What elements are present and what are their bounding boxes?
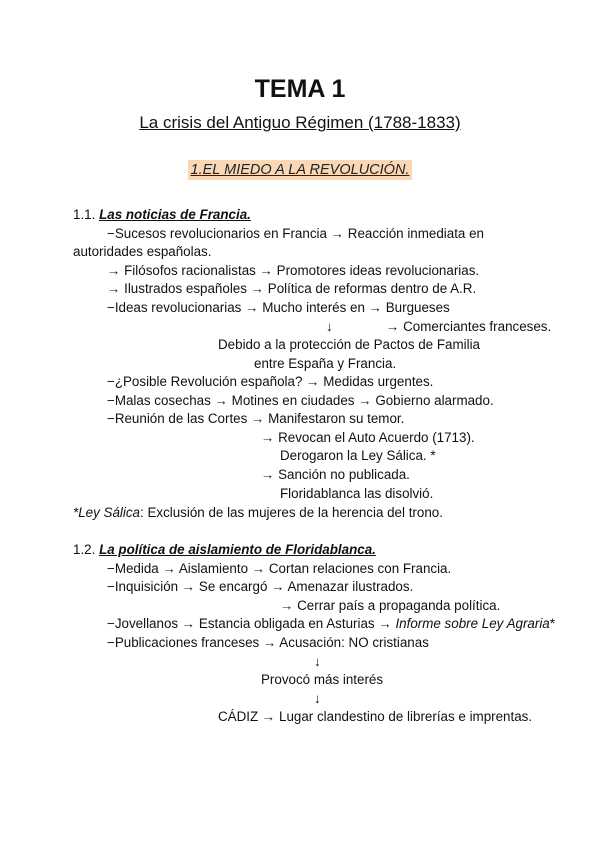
text-line: → Ilustrados españoles → Política de reformas dentro de A.R. xyxy=(107,281,477,296)
down-arrow: ↓ xyxy=(326,319,333,334)
text-line: → Revocan el Auto Acuerdo (1713). xyxy=(261,430,475,445)
subsection-title: La política de aislamiento de Floridablanca. xyxy=(99,542,376,557)
text-line: −Malas cosechas → Motines en ciudades → Gobierno alarmado. xyxy=(107,393,494,408)
text-line: −¿Posible Revolución española? → Medidas urgentes. xyxy=(107,374,434,389)
section-heading: 1.EL MIEDO A LA REVOLUCIÓN. xyxy=(188,160,413,180)
text-line: → Filósofos racionalistas → Promotores ideas revolucionarias. xyxy=(107,263,480,278)
text-line: −Medida → Aislamiento → Cortan relaciones con Francia. xyxy=(107,561,452,576)
book-title: Informe sobre Ley Agraria xyxy=(395,616,550,631)
subsection-number: 1.1. xyxy=(73,207,100,222)
asterisk: * xyxy=(549,616,555,631)
text-line: Floridablanca las disolvió. xyxy=(280,486,434,501)
document-subtitle: La crisis del Antiguo Régimen (1788-1833) xyxy=(139,113,461,132)
footnote-text: : Exclusión de las mujeres de la herencia del trono. xyxy=(140,505,443,520)
text-line: → Cerrar país a propaganda política. xyxy=(280,598,501,613)
text-line: −Inquisición → Se encargó → Amenazar ilustrados. xyxy=(107,579,414,594)
text-line: CÁDIZ → Lugar clandestino de librerías e imprentas. xyxy=(218,709,533,724)
text-line: −Sucesos revolucionarios en Francia → Reacción inmediata en xyxy=(107,226,484,241)
footnote-term: *Ley Sálica xyxy=(73,505,140,520)
down-arrow: ↓ xyxy=(314,654,321,669)
text-line: → Sanción no publicada. xyxy=(261,467,410,482)
text-line: −Publicaciones franceses → Acusación: NO cristianas xyxy=(107,635,429,650)
subsection-heading xyxy=(73,542,376,558)
down-arrow: ↓ xyxy=(314,691,321,706)
text-line: entre España y Francia. xyxy=(254,356,397,371)
text-segment: −Jovellanos → Estancia obligada en Asturias → xyxy=(107,616,396,631)
subsection-heading xyxy=(73,207,251,223)
subsection-title: Las noticias de Francia. xyxy=(99,207,251,222)
footnote xyxy=(73,505,443,521)
document-title: TEMA 1 xyxy=(254,75,346,103)
text-line xyxy=(107,616,555,632)
text-line: autoridades españolas. xyxy=(73,244,212,259)
text-line: Debido a la protección de Pactos de Familia xyxy=(218,337,481,352)
text-line: −Ideas revolucionarias → Mucho interés en → Burgueses xyxy=(107,300,450,315)
section-heading-wrap xyxy=(0,160,600,180)
text-line: Provocó más interés xyxy=(261,672,384,687)
subsection-number: 1.2. xyxy=(73,542,100,557)
text-line: Derogaron la Ley Sálica. * xyxy=(280,448,436,463)
text-line: → Comerciantes franceses. xyxy=(386,319,552,334)
text-line: −Reunión de las Cortes → Manifestaron su temor. xyxy=(107,411,405,426)
